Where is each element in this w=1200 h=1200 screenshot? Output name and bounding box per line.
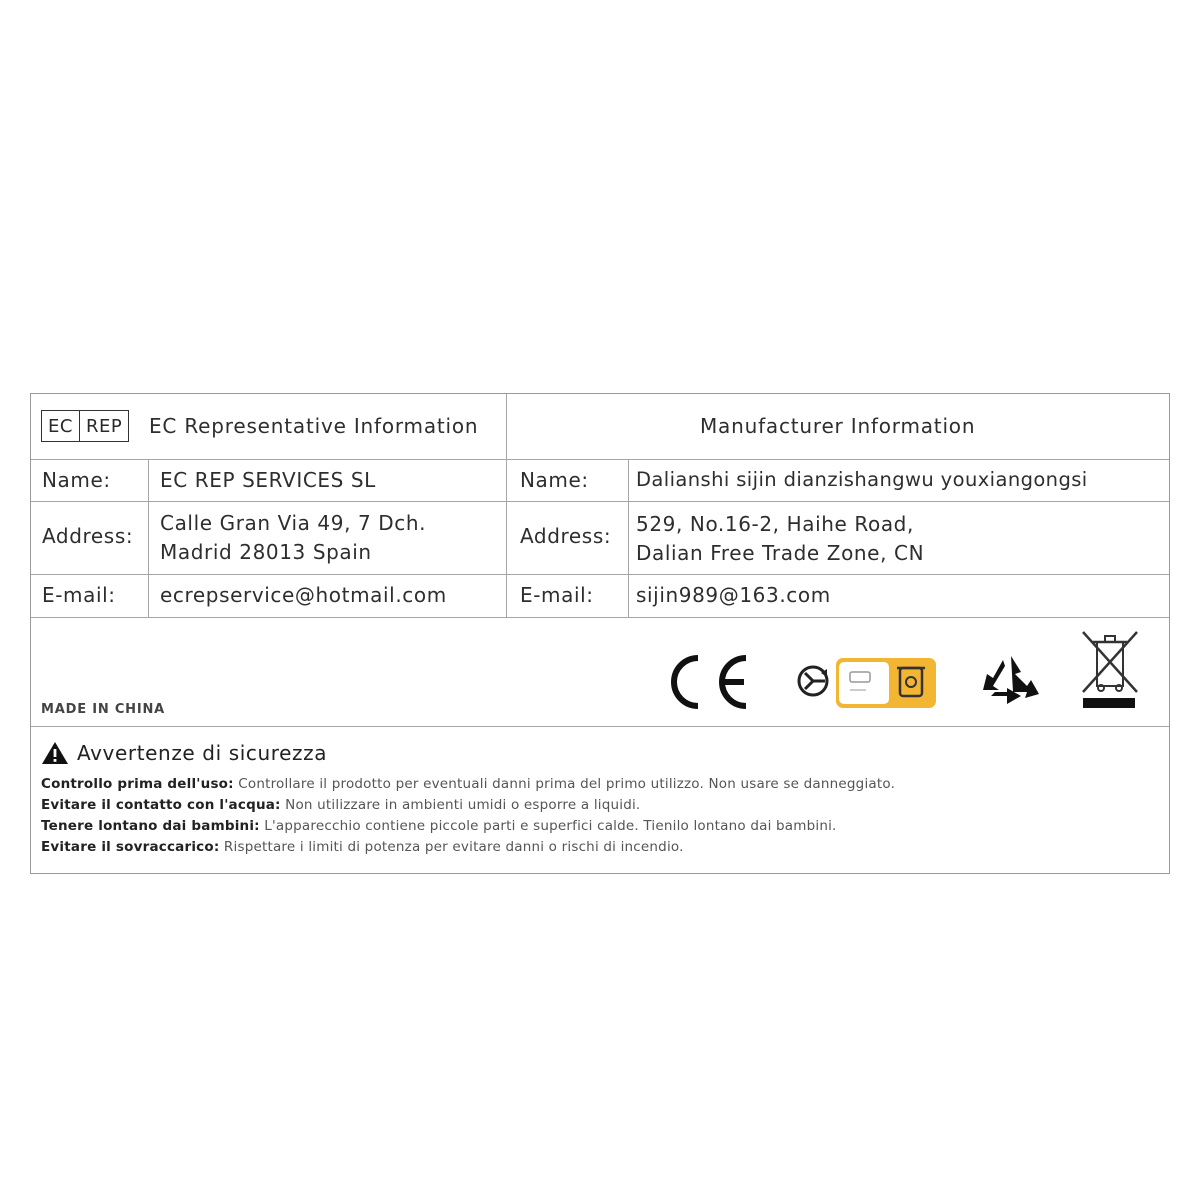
safety-item-text: Rispettare i limiti di potenza per evitare danni o rischi di incendio. [219,839,684,855]
ec-rep-address-label: Address: [42,524,134,548]
manufacturer-address-line1: 529, No.16-2, Haihe Road, [636,512,914,536]
ce-mark-icon [668,654,750,710]
divider [628,459,629,617]
safety-item-heading: Evitare il contatto con l'acqua: [41,797,281,813]
manufacturer-email-label: E-mail: [520,583,594,607]
divider [506,394,507,617]
safety-item [41,776,895,792]
safety-item-heading: Controllo prima dell'uso: [41,776,234,792]
ec-rep-name-label: Name: [42,468,111,492]
manufacturer-address-line2: Dalian Free Trade Zone, CN [636,541,925,565]
ec-rep-name-value: EC REP SERVICES SL [160,468,376,492]
ec-rep-title: EC Representative Information [149,414,479,438]
safety-item-text: Controllare il prodotto per eventuali danni prima del primo utilizzo. Non usare se danneggiato. [233,776,896,792]
manufacturer-name-label: Name: [520,468,589,492]
ec-rep-address-line1: Calle Gran Via 49, 7 Dch. [160,511,427,535]
divider [31,501,1169,502]
manufacturer-title: Manufacturer Information [700,414,976,438]
safety-item [41,818,837,834]
divider [31,574,1169,575]
compliance-label [30,393,1170,874]
safety-item-heading: Tenere lontano dai bambini: [41,818,260,834]
ec-rep-badge-right: REP [79,411,128,441]
recycle-icon [981,652,1041,708]
divider [31,617,1169,618]
ec-rep-address-line2: Madrid 28013 Spain [160,540,372,564]
safety-item-text: L'apparecchio contiene piccole parti e superfici calde. Tienilo lontano dai bambini. [259,818,837,834]
ce-mark-text: CE [709,688,711,689]
divider [31,726,1169,727]
manufacturer-email-value: sijin989@163.com [636,583,831,607]
sorting-info-icon [836,656,936,710]
ec-rep-badge [41,410,129,442]
ec-rep-email-label: E-mail: [42,583,116,607]
triman-icon [791,659,839,703]
warning-icon [41,741,69,765]
safety-item [41,797,640,813]
safety-item-text: Non utilizzare in ambienti umidi o esporre a liquidi. [280,797,641,813]
safety-item [41,839,684,855]
made-in-label: MADE IN CHINA [41,702,166,717]
divider [148,459,149,617]
ec-rep-badge-left: EC [48,415,73,437]
weee-bin-icon [1081,628,1139,710]
safety-title: Avvertenze di sicurezza [77,741,328,765]
manufacturer-name-value: Dalianshi sijin dianzishangwu youxiangongsi [636,468,1088,491]
ec-rep-email-value: ecrepservice@hotmail.com [160,583,447,607]
manufacturer-address-label: Address: [520,524,612,548]
divider [31,459,1169,460]
safety-item-heading: Evitare il sovraccarico: [41,839,220,855]
